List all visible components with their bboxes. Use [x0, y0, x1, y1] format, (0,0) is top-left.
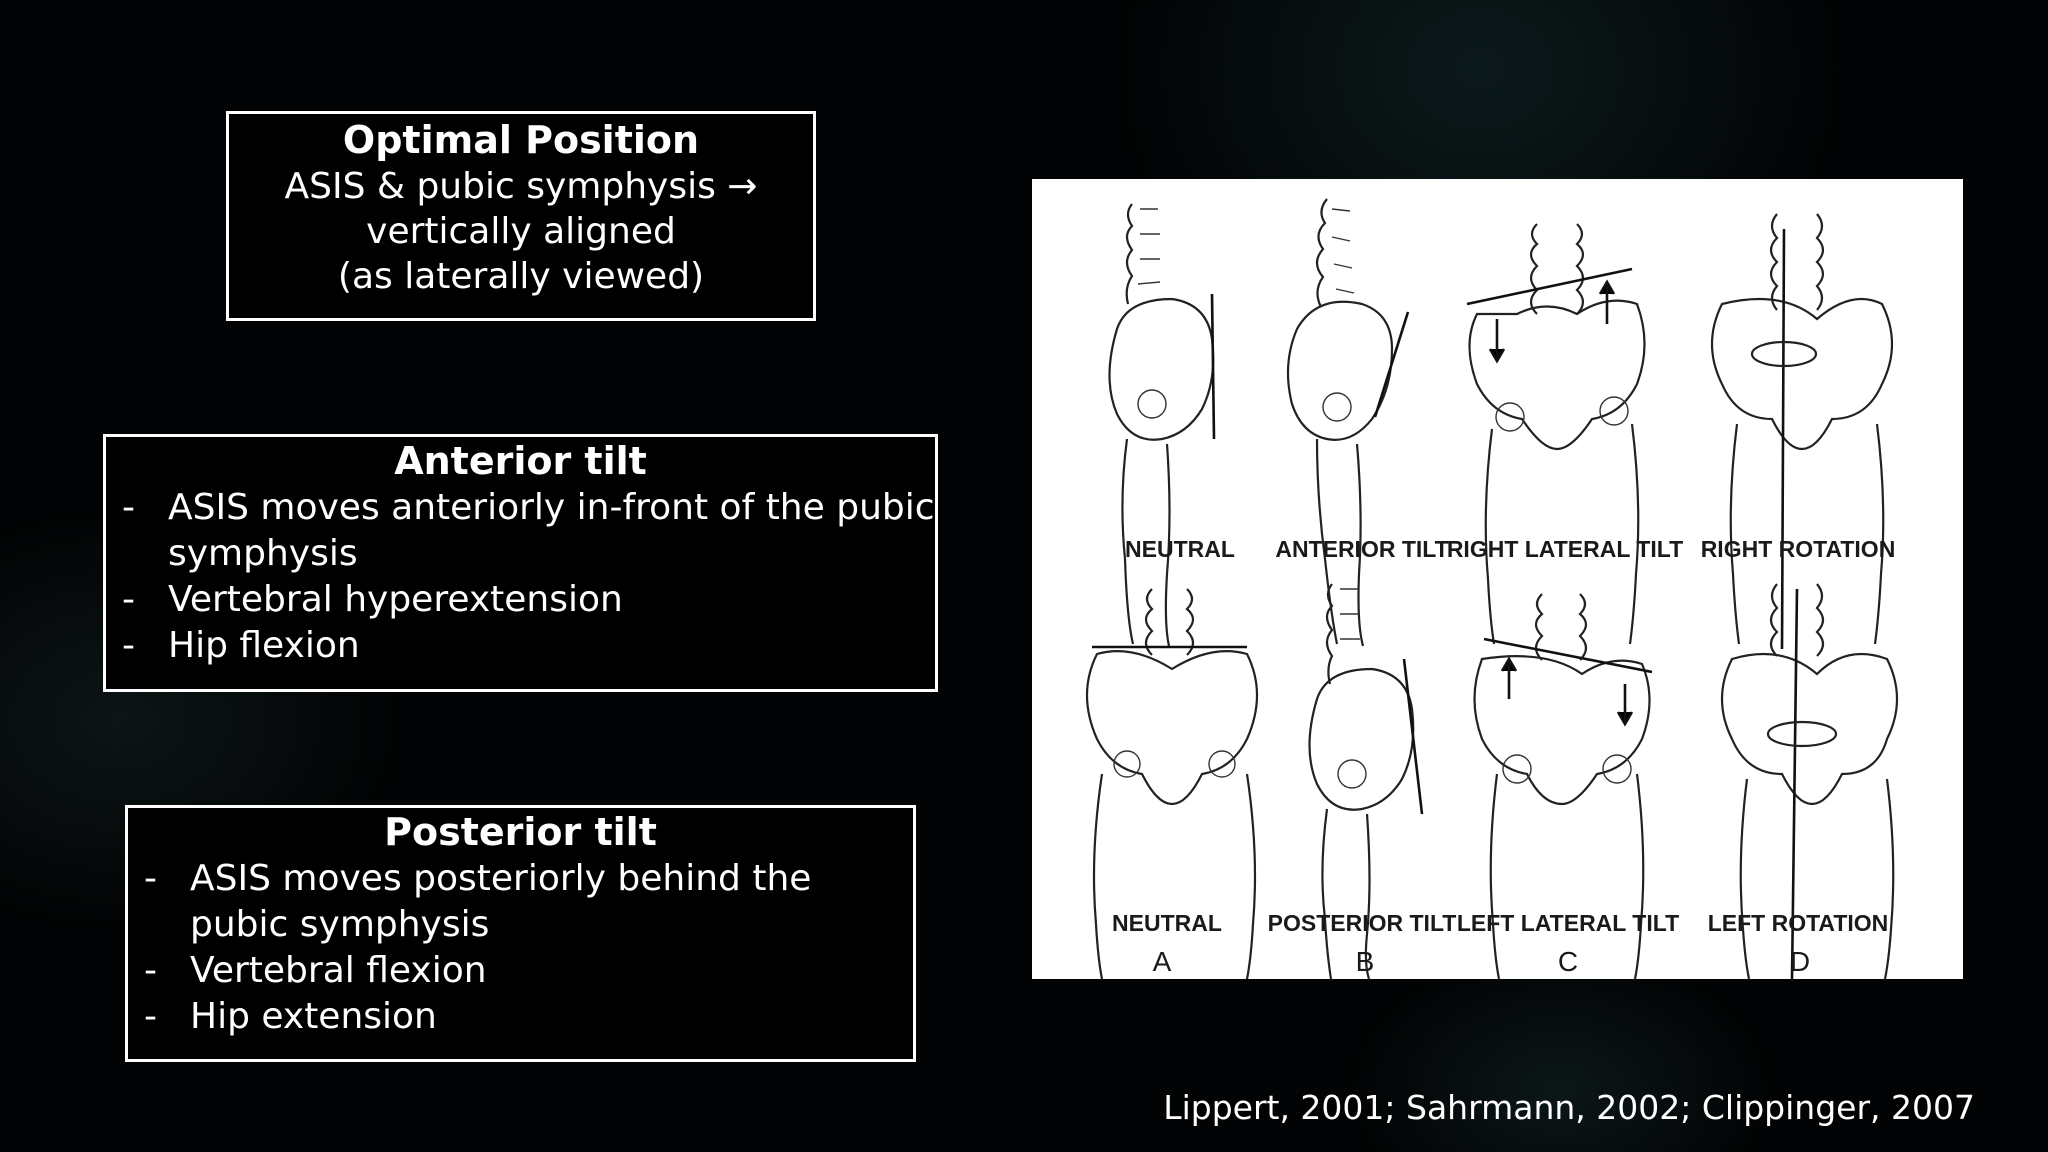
optimal-line-1: ASIS & pubic symphysis → [284, 166, 758, 207]
pelvis-lateral-anterior-tilt-drawing [1288, 199, 1408, 646]
caption-right-rotation: RIGHT ROTATION [1700, 536, 1896, 562]
list-item: - Vertebral hyperextension [106, 577, 935, 623]
caption-posterior-tilt: POSTERIOR TILT [1267, 910, 1457, 936]
pelvic-positions-figure [1032, 179, 1963, 979]
caption-bottom-neutral: NEUTRAL [1112, 910, 1222, 936]
pelvis-frontal-right-lateral-tilt-drawing [1467, 224, 1645, 644]
anterior-tilt-box [103, 434, 938, 692]
pelvis-frontal-right-rotation-drawing [1712, 214, 1892, 649]
posterior-tilt-title: Posterior tilt [384, 810, 657, 854]
anterior-tilt-list [106, 485, 935, 669]
posterior-tilt-list [128, 856, 913, 1040]
optimal-line-3: (as laterally viewed) [337, 256, 705, 297]
list-item: - ASIS moves posteriorly behind the pubic symphysis [128, 856, 913, 948]
caption-top-neutral: NEUTRAL [1125, 536, 1235, 562]
anterior-tilt-title: Anterior tilt [394, 439, 647, 483]
figure-letter-d: D [1789, 946, 1811, 977]
list-item: - ASIS moves anteriorly in-front of the pubic symphysis [106, 485, 935, 577]
list-item: - Hip extension [128, 994, 913, 1040]
caption-anterior-tilt: ANTERIOR TILT [1275, 536, 1449, 562]
optimal-position-box [226, 111, 816, 321]
figure-letter-c: C [1557, 946, 1579, 977]
caption-right-lateral-tilt: RIGHT LATERAL TILT [1446, 536, 1684, 562]
citation-text: Lippert, 2001; Sahrmann, 2002; Clippinger, 2007 [1163, 1088, 1975, 1127]
optimal-position-title: Optimal Position [342, 118, 700, 162]
pelvis-lateral-neutral-drawing [1110, 204, 1215, 646]
list-item: - Hip flexion [106, 623, 935, 669]
posterior-tilt-box [125, 805, 916, 1062]
optimal-position-text [229, 164, 813, 299]
pelvis-illustration [1032, 179, 1963, 979]
caption-left-lateral-tilt: LEFT LATERAL TILT [1456, 910, 1680, 936]
optimal-line-2: vertically aligned [366, 211, 676, 252]
list-item: - Vertebral flexion [128, 948, 913, 994]
figure-letter-b: B [1355, 946, 1375, 977]
figure-letter-a: A [1152, 946, 1172, 977]
caption-left-rotation: LEFT ROTATION [1707, 910, 1889, 936]
